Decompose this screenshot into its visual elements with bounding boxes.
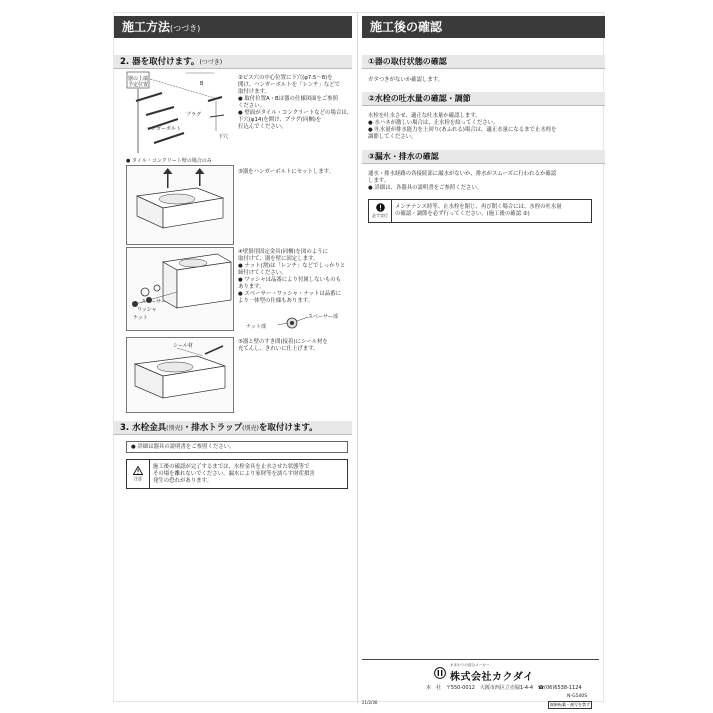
parts-detail	[238, 311, 352, 333]
address-label: 本 社	[426, 685, 442, 691]
must-do-box	[368, 199, 592, 223]
right-sec1-text: ガタつきがないか確認します。	[368, 77, 444, 83]
address-row	[426, 685, 582, 692]
label-top-position-2: 予定位置	[128, 82, 149, 88]
section2-title: 2. 器を取付けます。	[120, 57, 200, 67]
step4-line: ● ナット(割)は「レンチ」などでしっかりと	[238, 263, 346, 269]
footer-rule	[362, 659, 599, 660]
caution-line: 施工後の確認が完了するまでは、水栓金具を止水させた状態等で	[153, 464, 310, 470]
instruction-sheet	[113, 12, 604, 707]
figure1-caption: ● タイル・コンクリート壁の場合のみ	[126, 158, 212, 164]
left-header-sub: (つづき)	[170, 24, 201, 33]
step2-line: ● 壁面がタイル・コンクリートなどの場合は、	[238, 110, 353, 116]
step2-line: 取付けます。	[238, 89, 270, 95]
must-text	[395, 204, 591, 218]
right-sec2-text	[368, 113, 604, 141]
left-column	[114, 13, 352, 701]
caution-line: その場を離れないでください。漏水により家財等を濡らす財産損害	[153, 471, 315, 477]
caution-line: 発生の恐れがあります。	[153, 478, 212, 484]
sec3-line: 通水・排水経路の各接続部に漏水がないか、排水がスムーズに行われるか確認	[368, 171, 557, 177]
section3-title-a: 3. 水栓金具	[120, 423, 167, 433]
step2-line: 下穴(φ14)を開け、プラグ(同梱)を	[238, 117, 322, 123]
must-label: 必ず実行	[372, 213, 388, 218]
sec2-line: 調節してください。	[368, 134, 417, 140]
caution-label: 注意	[134, 476, 142, 481]
caution-text	[153, 464, 347, 485]
step2-line: ● 取付位置A・Bは器の仕様図面をご参照	[238, 96, 339, 102]
exclamation-circle-icon	[376, 203, 385, 212]
step4-text	[238, 249, 352, 305]
right-sec1-heading: ①器の取付状態の確認	[362, 55, 605, 69]
figure-set-basin	[126, 165, 234, 245]
company-name: 株式会社カクダイ	[450, 672, 534, 683]
sealing-illustration	[127, 338, 233, 412]
step4-line: ● ワッシャは品番により付属しないものも	[238, 277, 342, 283]
right-sec3-heading: ③漏水・排水の確認	[362, 150, 605, 164]
step2-line: ください。	[238, 103, 265, 109]
step5-line: 充てんし、きれいに仕上げます。	[238, 346, 319, 352]
section3-note: ● 詳細は器具の説明書をご参照ください。	[131, 444, 235, 450]
warning-triangle-icon	[133, 466, 143, 475]
address: 〒550-0012 大阪市西区立売堀1-4-4	[445, 685, 534, 691]
step3-text: ③器をハンガーボルトにセットします。	[238, 169, 335, 175]
column-divider	[357, 13, 358, 703]
label-spacer: スペーサー	[141, 299, 167, 305]
step2-line: ②ビス穴の中心位置に下穴(φ7.5〜8)を	[238, 75, 333, 81]
caution-box	[126, 459, 348, 489]
step4-line: ④壁掛用固定金具(同梱)を図のように	[238, 249, 328, 255]
section2-heading	[114, 55, 352, 69]
telephone: ☎(06)6538-1124	[537, 685, 582, 691]
right-column	[362, 13, 605, 707]
print-code: 21/2/30	[362, 700, 378, 705]
copyright-notice: 無断転載・複写を禁ず	[550, 702, 590, 707]
step4-line: より一体型の仕様もあります。	[238, 298, 314, 304]
section3-title-b: ・排水トラップ	[182, 423, 243, 433]
label-b: B	[200, 81, 204, 87]
step2-line: 開け、ハンガーボルトを「レンチ」などで	[238, 82, 341, 88]
figure-hanger-bolt	[126, 71, 234, 165]
right-sec3-text	[368, 171, 604, 192]
label-sealant: シール材	[173, 343, 193, 349]
step4-line: 締付けてください。	[238, 270, 287, 276]
sec2-line: 水栓を吐水させ、適正な吐水量か確認します。	[368, 113, 481, 119]
label-hanger-bolt: ハンガーボルト	[146, 126, 182, 132]
step4-line: 取付けて、器を壁に固定します。	[238, 256, 319, 262]
document-code: N-G540S	[567, 694, 588, 699]
label-nut: ナット	[133, 315, 148, 321]
sec3-line: ● 詳細は、各器具の説明書をご参照ください。	[368, 185, 483, 191]
label-pilot-hole: 下穴	[218, 134, 229, 140]
label-washer: ワッシャ	[137, 307, 157, 313]
figure-fixing-hardware	[126, 247, 234, 331]
step2-text	[238, 75, 352, 131]
caution-icon-cell	[127, 460, 150, 488]
right-header: 施工後の確認	[362, 16, 605, 38]
step4-line: あります。	[238, 284, 265, 290]
must-line: メンテナンス時等、止水栓を閉じ、再び開く場合には、水栓の吐水量	[395, 204, 562, 210]
section2-sub: (つづき)	[199, 59, 223, 66]
figure-sealing	[126, 337, 234, 413]
section3-sub-b: (別売)	[242, 425, 259, 432]
section3-title-c: を取付けます。	[258, 423, 318, 433]
sec2-line: ● 吐水量が排水能力を上回り(あふれる)場合は、適正水量になるまで止水栓を	[368, 127, 557, 133]
step2-line: 打込んでください。	[238, 124, 287, 130]
must-icon-cell	[369, 200, 392, 222]
sec3-line: します。	[368, 178, 390, 184]
sec2-line: ● 水ハネが激しい場合は、止水栓を絞ってください。	[368, 120, 499, 126]
left-header	[114, 16, 352, 38]
section3-heading	[114, 421, 352, 435]
label-spacer-part: スペーサー部	[308, 314, 339, 320]
step5-text	[238, 339, 352, 353]
section3-note-box	[126, 441, 348, 453]
label-top-position: 器の上端	[128, 76, 149, 82]
left-header-title: 施工方法	[122, 20, 171, 34]
company-emblem-icon	[434, 667, 446, 679]
set-basin-illustration	[127, 166, 233, 244]
company-logo	[434, 663, 534, 683]
section3-sub-a: (別売)	[166, 425, 183, 432]
label-plug: プラグ	[186, 112, 202, 118]
label-nut-part: ナット部	[246, 324, 266, 330]
company-tagline: 水まわりの総合メーカー	[450, 663, 490, 667]
step5-line: ⑤器と壁のすき間(接着)にシール材を	[238, 339, 328, 345]
step4-line: ● スペーサー・ワッシャ・ナットは品番に	[238, 291, 341, 297]
right-sec2-heading: ②水栓の吐水量の確認・調節	[362, 92, 605, 106]
must-line: の確認・調節を必ず行ってください。(施工後の確認 ②)	[395, 211, 530, 217]
